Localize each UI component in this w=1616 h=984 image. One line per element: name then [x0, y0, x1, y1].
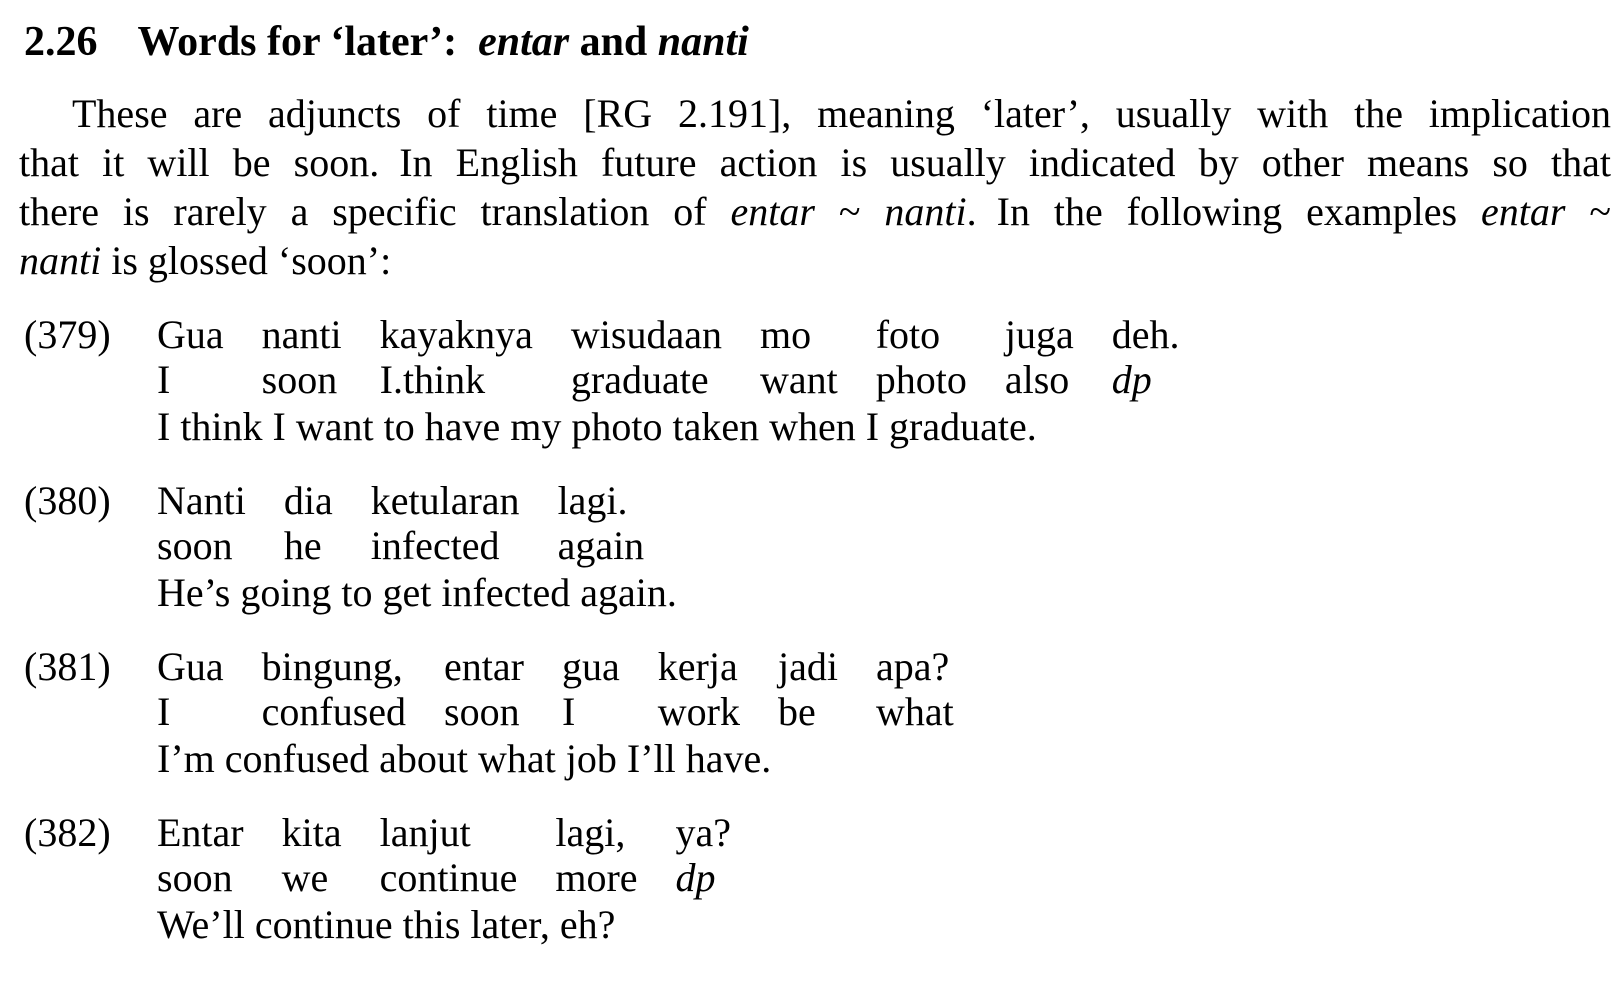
- gloss-word: infected: [370, 523, 500, 568]
- paragraph-line: [19, 89, 1611, 138]
- italic-term: entar: [478, 19, 570, 65]
- source-word: juga: [1004, 312, 1074, 357]
- word-column: [1112, 312, 1180, 402]
- gloss-word: photo: [875, 357, 967, 402]
- source-word: foto: [875, 312, 941, 357]
- gloss-word: more: [555, 855, 638, 900]
- word-column: [262, 644, 406, 734]
- free-translation: I think I want to have my photo taken when I graduate.: [157, 404, 1037, 449]
- source-word: Entar: [157, 810, 244, 855]
- word-column: [444, 644, 524, 734]
- source-word: kayaknya: [379, 312, 533, 357]
- text-segment: and: [569, 19, 658, 65]
- source-word: Gua: [157, 312, 224, 357]
- interlinear-gloss: [157, 810, 1616, 900]
- italic-term: entar: [730, 189, 815, 234]
- gloss-word: I: [157, 689, 171, 734]
- source-word: apa?: [875, 644, 950, 689]
- gloss-word: I: [157, 357, 171, 402]
- gloss-word: soon: [261, 357, 338, 402]
- gloss-word: I.think: [379, 357, 486, 402]
- interlinear-gloss: [157, 478, 1616, 568]
- word-column: [157, 644, 224, 734]
- source-word: ya?: [675, 810, 732, 855]
- gloss-word: again: [557, 523, 645, 568]
- word-column: [555, 810, 637, 900]
- example-379: [24, 312, 1616, 451]
- word-column: [371, 478, 520, 568]
- word-column: [282, 810, 342, 900]
- gloss-word: soon: [157, 855, 233, 900]
- gloss-word: dp: [675, 855, 716, 900]
- gloss-word: we: [281, 855, 329, 900]
- example-body: [157, 312, 1616, 451]
- word-column: [876, 644, 954, 734]
- source-word: deh.: [1111, 312, 1180, 357]
- gloss-word: confused: [261, 689, 407, 734]
- example-number: (379): [24, 312, 111, 357]
- gloss-word: want: [759, 357, 838, 402]
- source-word: jadi: [777, 644, 838, 689]
- source-word: wisudaan: [570, 312, 722, 357]
- italic-term: nanti: [884, 189, 967, 234]
- example-381: [24, 644, 1616, 783]
- section-number: 2.26: [24, 19, 98, 65]
- gloss-word: he: [283, 523, 322, 568]
- free-translation: We’ll continue this later, eh?: [157, 902, 616, 947]
- word-column: [558, 478, 645, 568]
- italic-term: nanti: [657, 19, 749, 65]
- example-body: [157, 478, 1616, 617]
- source-word: entar: [444, 644, 524, 689]
- gloss-word: soon: [444, 689, 520, 734]
- word-column: [562, 644, 620, 734]
- example-382: [24, 810, 1616, 949]
- paragraph-line: [19, 236, 1611, 285]
- source-word: mo: [759, 312, 812, 357]
- example-number: (382): [24, 810, 111, 855]
- source-word: bingung,: [261, 644, 403, 689]
- word-column: [876, 312, 967, 402]
- word-column: [676, 810, 732, 900]
- word-column: [380, 810, 518, 900]
- gloss-word: I: [562, 689, 576, 734]
- gloss-word: what: [875, 689, 954, 734]
- text-segment: is glossed ‘soon’:: [101, 238, 392, 283]
- word-column: [284, 478, 333, 568]
- gloss-word: work: [657, 689, 740, 734]
- paragraph-line: [19, 187, 1611, 236]
- word-column: [262, 312, 342, 402]
- word-column: [157, 810, 244, 900]
- word-column: [571, 312, 722, 402]
- word-column: [157, 312, 224, 402]
- section-heading: [24, 18, 1616, 66]
- gloss-word: also: [1004, 357, 1070, 402]
- source-word: Nanti: [157, 478, 246, 523]
- text-segment: ~: [814, 189, 885, 234]
- gloss-word: be: [777, 689, 816, 734]
- source-word: kerja: [657, 644, 738, 689]
- source-word: gua: [562, 644, 620, 689]
- example-body: [157, 810, 1616, 949]
- source-word: nanti: [261, 312, 342, 357]
- text-segment: Words for ‘later’:: [137, 19, 479, 65]
- source-word: lagi.: [557, 478, 628, 523]
- free-translation: I’m confused about what job I’ll have.: [157, 736, 772, 781]
- example-380: [24, 478, 1616, 617]
- word-column: [658, 644, 740, 734]
- word-column: [1005, 312, 1074, 402]
- interlinear-gloss: [157, 644, 1616, 734]
- example-body: [157, 644, 1616, 783]
- word-column: [380, 312, 533, 402]
- word-column: [760, 312, 838, 402]
- free-translation: He’s going to get infected again.: [157, 570, 677, 615]
- text-segment: . In the following examples: [966, 189, 1482, 234]
- source-word: Gua: [157, 644, 224, 689]
- source-word: lanjut: [379, 810, 471, 855]
- source-word: kita: [281, 810, 342, 855]
- examples: [24, 312, 1616, 949]
- source-word: lagi,: [555, 810, 626, 855]
- italic-term: entar: [1481, 189, 1566, 234]
- gloss-word: graduate: [570, 357, 709, 402]
- example-number: (380): [24, 478, 111, 523]
- gloss-word: continue: [379, 855, 518, 900]
- italic-term: nanti: [19, 238, 102, 283]
- paragraph-line: [19, 138, 1611, 187]
- text-segment: These are adjuncts of time [RG 2.191], meaning ‘later’, usually with the implication: [72, 91, 1611, 136]
- source-word: ketularan: [370, 478, 520, 523]
- gloss-word: soon: [157, 523, 233, 568]
- text-segment: ~: [1565, 189, 1612, 234]
- text-segment: that it will be soon. In English future action is usually indicated by other means so that: [19, 140, 1611, 185]
- gloss-word: dp: [1111, 357, 1152, 402]
- word-column: [157, 478, 246, 568]
- word-column: [778, 644, 838, 734]
- source-word: dia: [283, 478, 333, 523]
- example-number: (381): [24, 644, 111, 689]
- text-segment: there is rarely a specific translation of: [19, 189, 731, 234]
- intro-paragraph: [19, 89, 1611, 285]
- interlinear-gloss: [157, 312, 1616, 402]
